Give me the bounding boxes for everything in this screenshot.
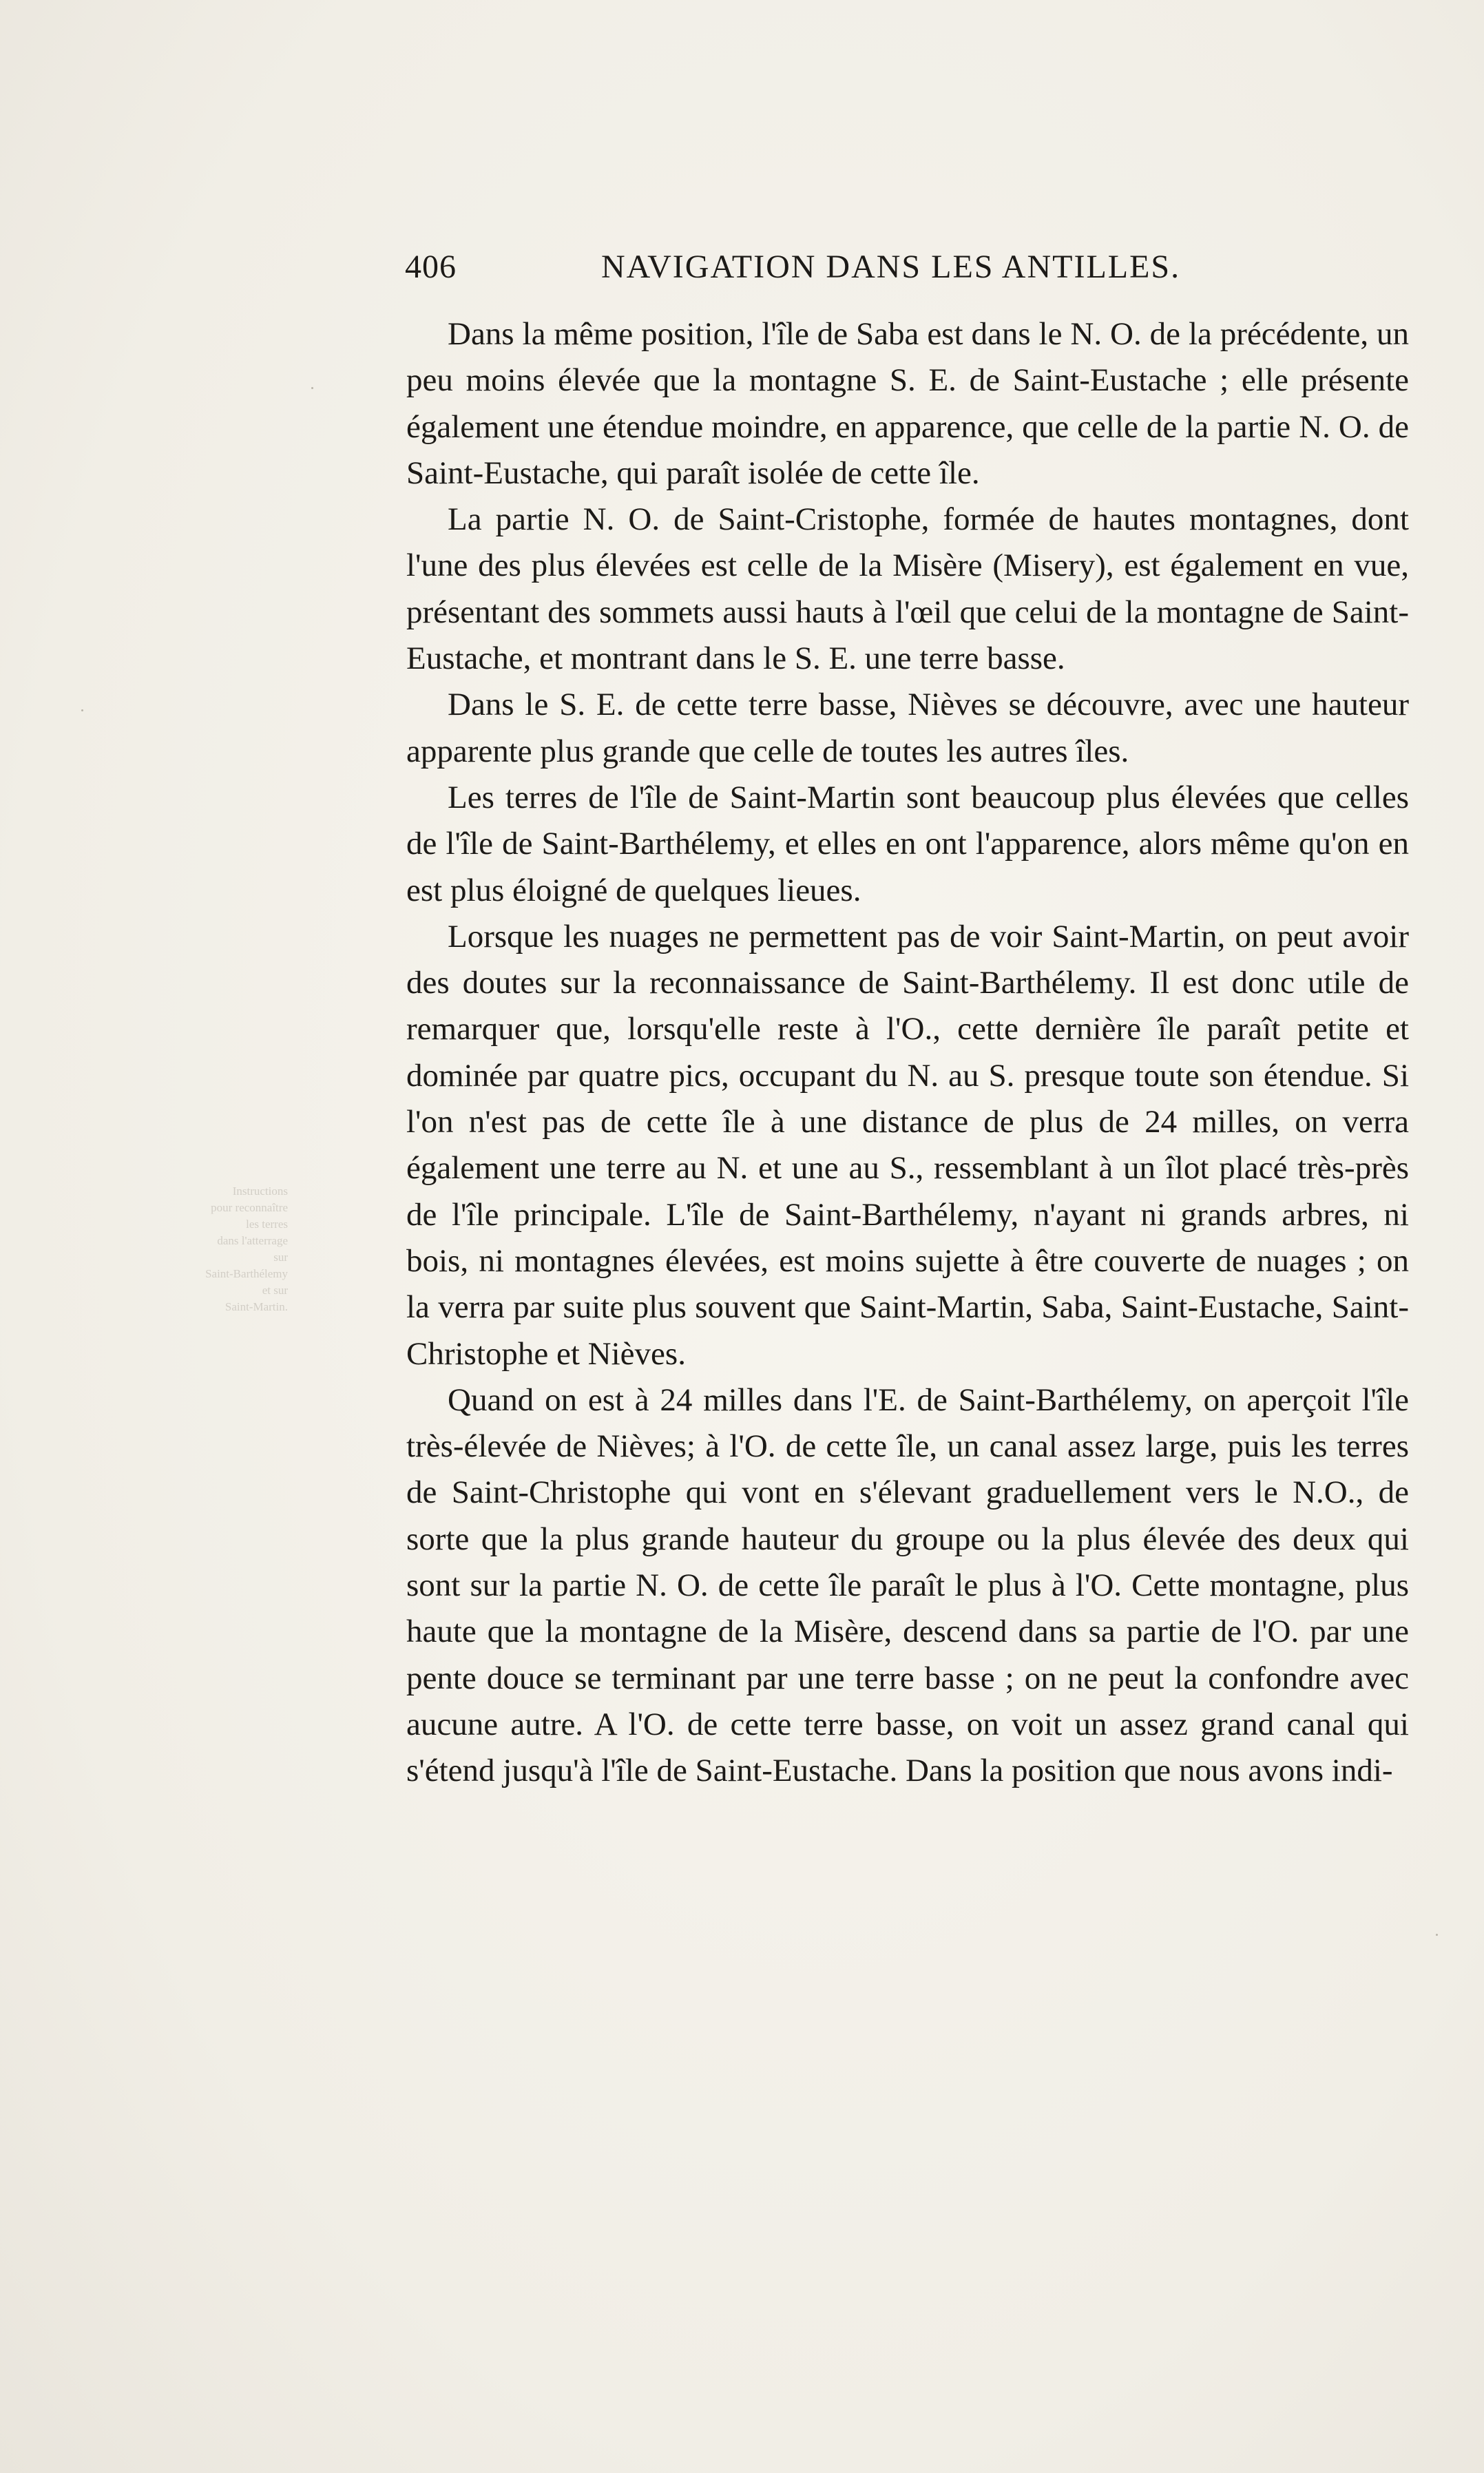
margin-note <box>185 1183 288 1315</box>
margin-note-line: Saint-Barthélemy <box>205 1267 288 1280</box>
paragraph-saint-barthelemy: Lorsque les nuages ne permettent pas de voir Saint-Martin, on peut avoir des doutes sur la reconnaissance de Saint-Barthélemy. Il est donc utile de remarquer que, lorsqu'elle reste à l'O., cette dernière île paraît petite et dominée par quatre pics, occupant du N. au S. presque toute son étendue. Si l'on n'est pas de cette île à une distance de plus de 24 milles, on verra également une terre au N. et une au S., ressemblant à un îlot placé très-près de l'île principale. L'île de Saint-Barthélemy, n'ayant ni grands arbres, ni bois, ni montagnes élevées, est moins sujette à être couverte de nuages ; on la verra par suite plus souvent que Saint-Martin, Saba, Saint-Eustache, Saint-Christophe et Nièves. <box>406 918 1409 1372</box>
margin-note-line: Instructions <box>232 1185 288 1198</box>
margin-note-line: les terres <box>246 1218 288 1231</box>
paper-speck <box>81 709 83 711</box>
paper-speck <box>1436 1934 1438 1936</box>
margin-note-line: pour reconnaître <box>211 1201 288 1214</box>
running-title: NAVIGATION DANS LES ANTILLES. <box>601 249 1181 285</box>
paper-speck <box>311 387 313 389</box>
paragraph-saint-martin: Les terres de l'île de Saint-Martin sont beaucoup plus élevées que celles de l'île de Saint-Barthélemy, et elles en ont l'apparence, alors même qu'on en est plus éloigné de quelques lieues. <box>406 779 1409 908</box>
page-number: 406 <box>405 249 457 285</box>
margin-note-line: sur <box>273 1251 288 1264</box>
paragraph-saba: Dans la même position, l'île de Saba est dans le N. O. de la précédente, un peu moins élevée que la montagne S. E. de Saint-Eustache ; elle présente également une étendue moindre, en apparence, que celle de la partie N. O. de Saint-Eustache, qui paraît isolée de cette île. <box>406 316 1409 491</box>
page-header <box>405 248 1417 296</box>
margin-note-line: Saint-Martin. <box>224 1300 288 1313</box>
margin-note-line: dans l'atterrage <box>217 1234 288 1247</box>
paragraph-nieves: Dans le S. E. de cette terre basse, Nièves se découvre, avec une hauteur apparente plus grande que celle de toutes les autres îles. <box>406 687 1409 769</box>
body-text <box>406 311 1409 1795</box>
margin-note-line: et sur <box>262 1284 288 1297</box>
paragraph-approach-east: Quand on est à 24 milles dans l'E. de Saint-Barthélemy, on aperçoit l'île très-élevée de Nièves; à l'O. de cette île, un canal assez large, puis les terres de Saint-Christophe qui vont en s'élevant graduellement vers le N.O., de sorte que la plus grande hauteur du groupe ou la plus élevée des deux qui sont sur la partie N. O. de cette île paraît le plus à l'O. Cette montagne, plus haute que la montagne de la Misère, descend dans sa partie de l'O. par une pente douce se terminant par une terre basse ; on ne peut la confondre avec aucune autre. A l'O. de cette terre basse, on voit un assez grand canal qui s'étend jusqu'à l'île de Saint-Eustache. Dans la position que nous avons indi- <box>406 1381 1409 1789</box>
paragraph-saint-christophe: La partie N. O. de Saint-Cristophe, formée de hautes montagnes, dont l'une des plus élevées est celle de la Misère (Misery), est également en vue, présentant des sommets aussi hauts à l'œil que celui de la montagne de Saint-Eustache, et montrant dans le S. E. une terre basse. <box>406 501 1409 677</box>
